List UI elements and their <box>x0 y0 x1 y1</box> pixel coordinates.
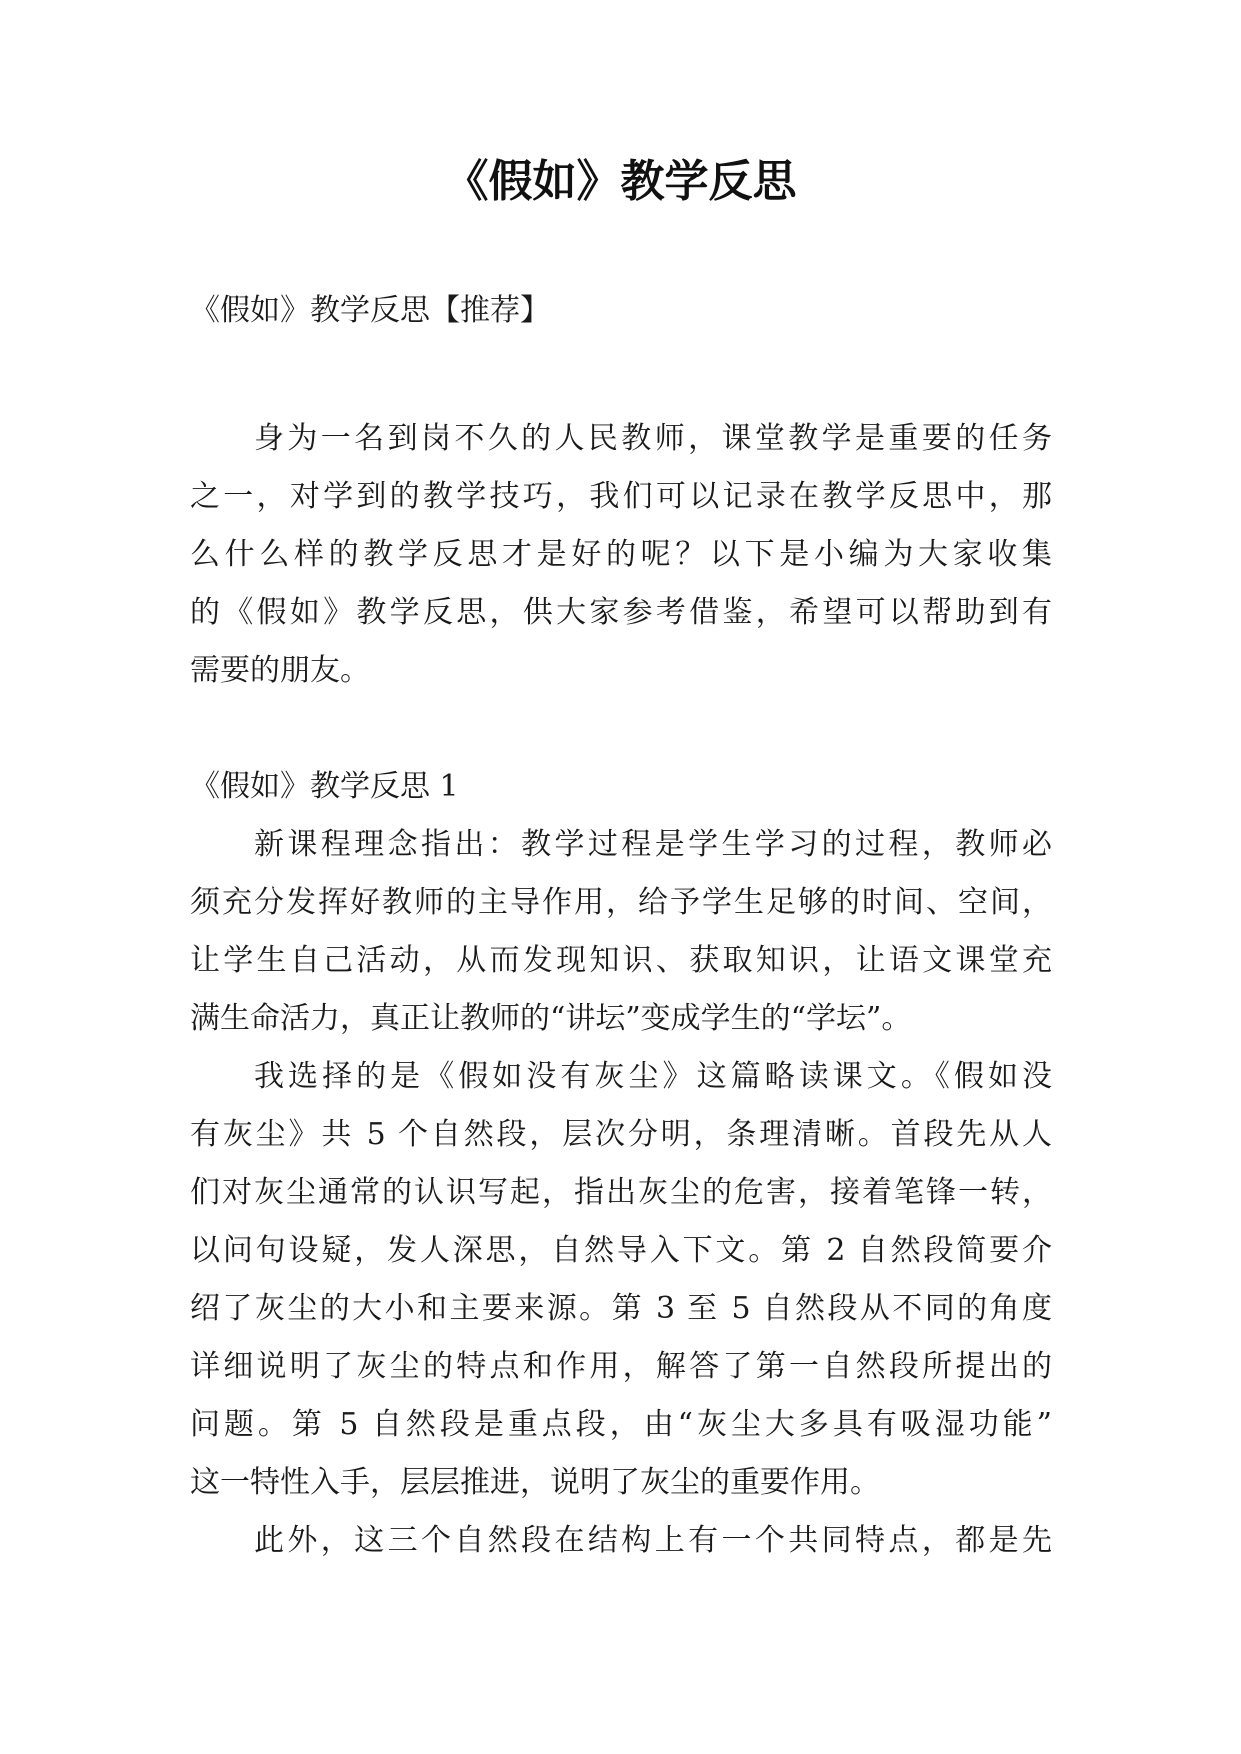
intro-line: 之一，对学到的教学技巧，我们可以记录在教学反思中，那 <box>190 479 1052 514</box>
paragraph-line: 以问句设疑，发人深思，自然导入下文。第 2 自然段简要介 <box>190 1233 1052 1268</box>
paragraph-line: 有灰尘》共 5 个自然段，层次分明，条理清晰。首段先从人 <box>190 1117 1052 1152</box>
document-subtitle: 《假如》教学反思【推荐】 <box>190 293 550 328</box>
intro-paragraph <box>190 410 1052 700</box>
paragraph-line: 问题。第 5 自然段是重点段，由“灰尘大多具有吸湿功能” <box>190 1407 1052 1442</box>
paragraph-line: 我选择的是《假如没有灰尘》这篇略读课文。《假如没 <box>254 1059 1052 1094</box>
paragraph-line: 们对灰尘通常的认识写起，指出灰尘的危害，接着笔锋一转， <box>190 1175 1052 1210</box>
intro-line: 需要的朋友。 <box>190 653 370 688</box>
intro-line: 身为一名到岗不久的人民教师，课堂教学是重要的任务 <box>254 421 1052 456</box>
paragraph-line: 满生命活力，真正让教师的“讲坛”变成学生的“学坛”。 <box>190 1001 912 1036</box>
paragraph-line: 让学生自己活动，从而发现知识、获取知识，让语文课堂充 <box>190 943 1052 978</box>
paragraph-line: 绍了灰尘的大小和主要来源。第 3 至 5 自然段从不同的角度 <box>190 1291 1052 1326</box>
paragraph-line: 详细说明了灰尘的特点和作用，解答了第一自然段所提出的 <box>190 1349 1052 1384</box>
document-title: 《假如》教学反思 <box>444 156 797 207</box>
intro-line: 的《假如》教学反思，供大家参考借鉴，希望可以帮助到有 <box>190 595 1052 630</box>
paragraph-3 <box>190 1512 1052 1570</box>
paragraph-1 <box>190 816 1052 1048</box>
paragraph-line: 须充分发挥好教师的主导作用，给予学生足够的时间、空间， <box>190 885 1052 920</box>
section-heading: 《假如》教学反思 1 <box>190 769 459 804</box>
paragraph-line: 新课程理念指出：教学过程是学生学习的过程，教师必 <box>254 827 1052 862</box>
paragraph-line: 此外，这三个自然段在结构上有一个共同特点，都是先 <box>254 1523 1052 1558</box>
intro-line: 么什么样的教学反思才是好的呢？以下是小编为大家收集 <box>190 537 1052 572</box>
paragraph-line: 这一特性入手，层层推进，说明了灰尘的重要作用。 <box>190 1465 880 1500</box>
document-body <box>190 282 1052 1570</box>
paragraph-2 <box>190 1048 1052 1512</box>
